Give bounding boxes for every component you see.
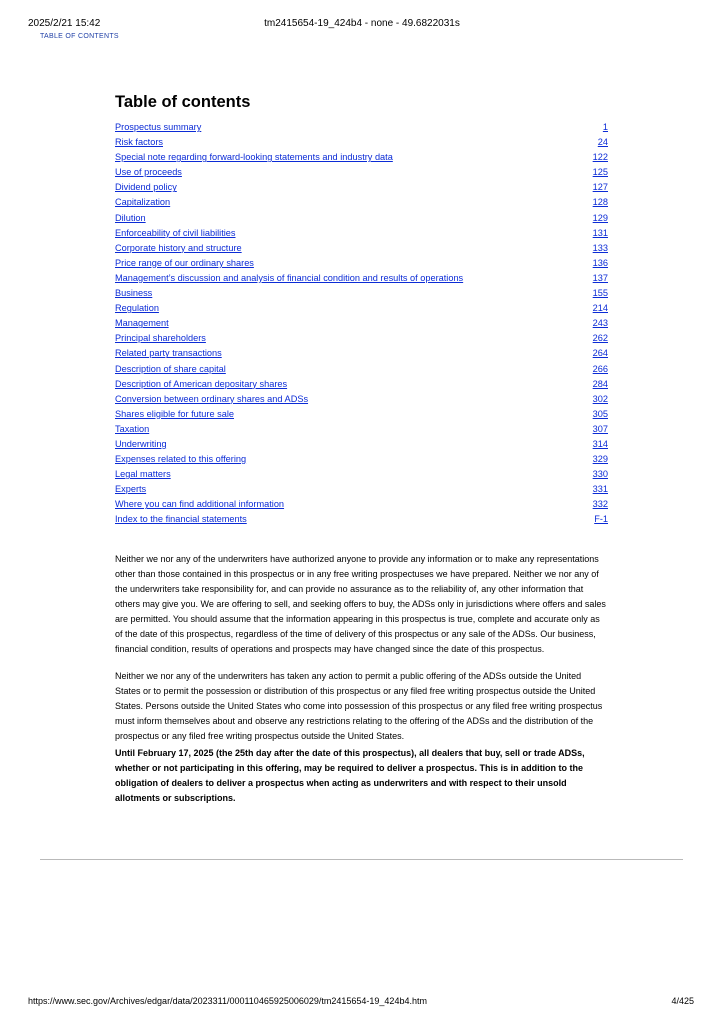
page-divider [40, 859, 683, 860]
toc-entry-link[interactable]: Dilution [115, 212, 146, 223]
toc-page-link[interactable]: 264 [592, 348, 608, 359]
toc-row [115, 180, 608, 195]
toc-list [115, 120, 608, 528]
toc-page-link[interactable]: 307 [592, 423, 608, 434]
toc-row [115, 195, 608, 210]
toc-page-link[interactable]: 127 [592, 182, 608, 193]
toc-page-link[interactable]: 133 [592, 242, 608, 253]
toc-entry-link[interactable]: Management [115, 318, 169, 329]
toc-row [115, 392, 608, 407]
toc-page-link[interactable]: 314 [592, 438, 608, 449]
toc-row [115, 120, 608, 135]
toc-entry-link[interactable]: Capitalization [115, 197, 171, 208]
toc-page-link[interactable]: 128 [592, 197, 608, 208]
toc-row [115, 241, 608, 256]
toc-row [115, 226, 608, 241]
toc-entry-link[interactable]: Risk factors [115, 137, 163, 148]
toc-row [115, 211, 608, 226]
toc-row [115, 512, 608, 527]
toc-page-link[interactable]: 129 [592, 212, 608, 223]
disclaimer-paragraph-2: Neither we nor any of the underwriters has taken any action to permit a public offering of the ADSs outside the United States or to permit the possession or distribution of this prospectus or any filed free writing prospectus outside the United States. Persons outside the United States who come into possession of this prospectus or any filed free writing prospectus must inform themselves about and observe any restrictions relating to the offering of the ADSs and the distribution of the prospectus or any filed free writing prospectus outside the United States. [115, 671, 603, 741]
toc-entry-link[interactable]: Index to the financial statements [115, 514, 247, 525]
toc-entry-link[interactable]: Shares eligible for future sale [115, 408, 234, 419]
disclaimer-paragraph-1: Neither we nor any of the underwriters have authorized anyone to provide any information or to make any representations other than those contained in this prospectus or in any free writing prospectuses we have prepared. Neither we nor any of the underwriters take responsibility for, and can provide no assurance as to the reliability of, any other information that others may give you. We are offering to sell, and seeking offers to buy, the ADSs only in jurisdictions where offers and sales are permitted. You should assume that the information appearing in this prospectus is true, complete and accurate only as of the date of this prospectus, regardless of the time of delivery of this prospectus or any sale of the ADSs. Our business, financial condition, results of operations and prospects may have changed since the date of this prospectus. [115, 554, 606, 654]
print-datetime: 2025/2/21 15:42 [28, 18, 101, 29]
toc-entry-link[interactable]: Use of proceeds [115, 167, 182, 178]
toc-entry-link[interactable]: Where you can find additional information [115, 499, 285, 510]
toc-row [115, 422, 608, 437]
toc-page-link[interactable]: 243 [592, 318, 608, 329]
toc-row [115, 165, 608, 180]
toc-entry-link[interactable]: Enforceability of civil liabilities [115, 227, 236, 238]
toc-row [115, 256, 608, 271]
toc-page-link[interactable]: 1 [602, 122, 608, 132]
toc-row [115, 301, 608, 316]
dealer-prospectus-notice: Until February 17, 2025 (the 25th day after the date of this prospectus), all dealers that buy, sell or trade ADSs, whether or not participating in this offering, may be required to deliver a prospectus. This is in addition to the obligation of dealers to deliver a prospectus when acting as underwriters and with respect to their unsold allotments or subscriptions. [115, 748, 585, 803]
toc-entry-link[interactable]: Regulation [115, 303, 159, 314]
toc-page-link[interactable]: 302 [592, 393, 608, 404]
toc-row [115, 377, 608, 392]
toc-page-link[interactable]: 122 [592, 152, 608, 163]
toc-entry-link[interactable]: Description of share capital [115, 363, 226, 374]
toc-row [115, 362, 608, 377]
toc-page-link[interactable]: 125 [592, 167, 608, 178]
toc-heading: Table of contents [115, 93, 251, 111]
document-title: tm2415654-19_424b4 - none - 49.6822031s [264, 18, 460, 29]
toc-entry-link[interactable]: Dividend policy [115, 182, 177, 193]
toc-entry-link[interactable]: Conversion between ordinary shares and ADSs [115, 393, 309, 404]
toc-page-link[interactable]: 262 [592, 333, 608, 344]
toc-page-link[interactable]: 330 [592, 469, 608, 480]
toc-entry-link[interactable]: Expenses related to this offering [115, 454, 247, 465]
toc-page-link[interactable]: 24 [597, 137, 608, 148]
toc-page-link[interactable]: 329 [592, 454, 608, 465]
toc-entry-link[interactable]: Taxation [115, 423, 150, 434]
toc-entry-link[interactable]: Experts [115, 484, 147, 495]
toc-page-link[interactable]: 214 [592, 303, 608, 314]
toc-page-link[interactable]: 284 [592, 378, 608, 389]
toc-entry-link[interactable]: Special note regarding forward-looking statements and industry data [115, 152, 393, 163]
toc-entry-link[interactable]: Underwriting [115, 438, 167, 449]
toc-row [115, 467, 608, 482]
toc-row [115, 437, 608, 452]
toc-row [115, 135, 608, 150]
toc-row [115, 346, 608, 361]
toc-page-link[interactable]: 155 [592, 288, 608, 299]
toc-page-link[interactable]: 136 [592, 257, 608, 268]
table-of-contents-link[interactable]: TABLE OF CONTENTS [40, 33, 119, 40]
toc-row [115, 482, 608, 497]
toc-row [115, 271, 608, 286]
page-url: https://www.sec.gov/Archives/edgar/data/2023311/000110465925006029/tm2415654-19_424b4.htm [28, 996, 427, 1006]
toc-entry-link[interactable]: Related party transactions [115, 348, 222, 359]
toc-page-link[interactable]: 137 [592, 272, 608, 283]
toc-entry-link[interactable]: Price range of our ordinary shares [115, 257, 254, 268]
toc-row [115, 286, 608, 301]
toc-entry-link[interactable]: Management’s discussion and analysis of financial condition and results of operations [115, 272, 464, 283]
toc-row [115, 407, 608, 422]
toc-page-link[interactable]: 331 [592, 484, 608, 495]
toc-page-link[interactable]: 332 [592, 499, 608, 510]
toc-entry-link[interactable]: Description of American depositary shares [115, 378, 288, 389]
toc-row [115, 497, 608, 512]
toc-entry-link[interactable]: Prospectus summary [115, 122, 202, 132]
toc-page-link[interactable]: 266 [592, 363, 608, 374]
toc-entry-link[interactable]: Corporate history and structure [115, 242, 242, 253]
toc-row [115, 150, 608, 165]
page-number: 4/425 [671, 996, 694, 1006]
toc-page-link[interactable]: 305 [592, 408, 608, 419]
toc-entry-link[interactable]: Legal matters [115, 469, 171, 480]
toc-page-link[interactable]: F-1 [594, 514, 608, 525]
toc-row [115, 452, 608, 467]
toc-page-link[interactable]: 131 [592, 227, 608, 238]
toc-entry-link[interactable]: Business [115, 288, 153, 299]
toc-row [115, 316, 608, 331]
toc-row [115, 331, 608, 346]
toc-entry-link[interactable]: Principal shareholders [115, 333, 206, 344]
